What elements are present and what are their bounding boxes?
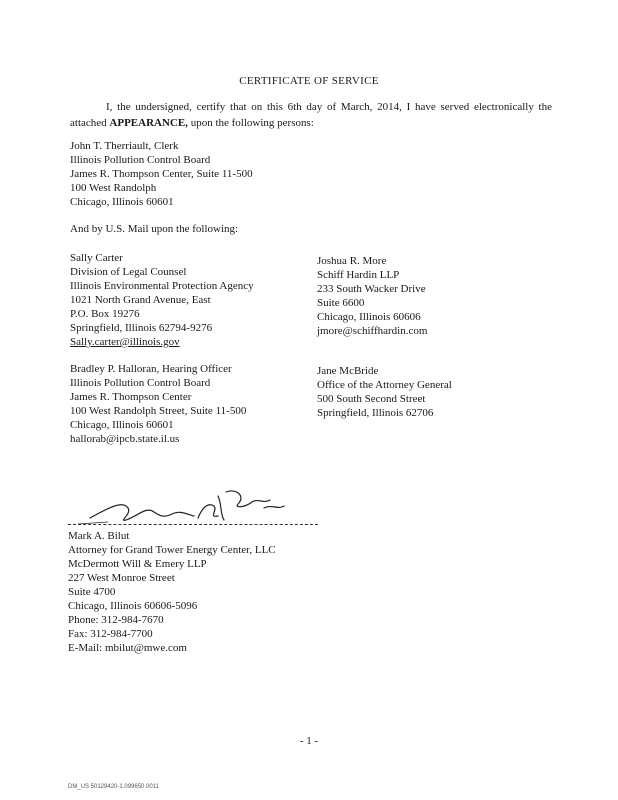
recipient-email[interactable]: hallorab@ipcb.state.il.us xyxy=(70,433,180,445)
page-number: - 1 - xyxy=(299,735,319,747)
intro-text-end: upon the following persons: xyxy=(187,117,314,129)
signer-phone: Phone: 312-984-7670 xyxy=(68,614,164,626)
signer-firm: McDermott Will & Emery LLP xyxy=(68,558,207,570)
signer-block xyxy=(68,529,276,655)
signer-address-line: Suite 4700 xyxy=(68,586,116,598)
recipient-address-line: Springfield, Illinois 62794-9276 xyxy=(70,322,213,334)
signature-line xyxy=(68,524,318,525)
recipient-block-mcbride xyxy=(317,364,452,420)
clerk-address-block xyxy=(70,139,253,209)
signer-name: Mark A. Bilut xyxy=(68,530,130,542)
intro-paragraph xyxy=(70,99,552,131)
recipient-name: Sally Carter xyxy=(70,252,123,264)
recipient-address-line: 233 South Wacker Drive xyxy=(317,283,426,295)
clerk-address-line: 100 West Randolph xyxy=(70,182,157,194)
document-title: CERTIFICATE OF SERVICE xyxy=(239,75,379,87)
recipient-address-line: P.O. Box 19276 xyxy=(70,308,140,320)
recipient-address-line: Chicago, Illinois 60601 xyxy=(70,419,174,431)
recipient-agency: Illinois Environmental Protection Agency xyxy=(70,280,254,292)
clerk-address-line: Chicago, Illinois 60601 xyxy=(70,196,174,208)
mail-intro: And by U.S. Mail upon the following: xyxy=(70,223,239,235)
recipient-division: Division of Legal Counsel xyxy=(70,266,187,278)
recipient-block-more xyxy=(317,254,427,338)
recipient-firm: Schiff Hardin LLP xyxy=(317,269,400,281)
footer-doc-code: DM_US 50129420-1.099650.0011 xyxy=(68,784,159,790)
recipient-name: Jane McBride xyxy=(317,365,379,377)
signer-address-line: 227 West Monroe Street xyxy=(68,572,175,584)
intro-bold-document-name: APPEARANCE, xyxy=(109,117,188,129)
recipient-org: Illinois Pollution Control Board xyxy=(70,377,211,389)
signer-role: Attorney for Grand Tower Energy Center, LLC xyxy=(68,544,276,556)
clerk-org: Illinois Pollution Control Board xyxy=(70,154,211,166)
recipient-address-line: Chicago, Illinois 60606 xyxy=(317,311,421,323)
recipient-address-line: Springfield, Illinois 62706 xyxy=(317,407,434,419)
recipient-address-line: 1021 North Grand Avenue, East xyxy=(70,294,211,306)
clerk-address-line: James R. Thompson Center, Suite 11-500 xyxy=(70,168,253,180)
recipient-address-line: James R. Thompson Center xyxy=(70,391,192,403)
recipient-address-line: 100 West Randolph Street, Suite 11-500 xyxy=(70,405,247,417)
recipient-address-line: 500 South Second Street xyxy=(317,393,426,405)
recipient-office: Office of the Attorney General xyxy=(317,379,452,391)
signer-email[interactable]: E-Mail: mbilut@mwe.com xyxy=(68,642,187,654)
intro-text-start: I, the undersigned, certify that on this 6th day of March, 2014, I have served electronically the attached xyxy=(70,101,552,129)
signer-fax: Fax: 312-984-7700 xyxy=(68,628,153,640)
clerk-name: John T. Therriault, Clerk xyxy=(70,140,179,152)
recipient-block-carter xyxy=(70,251,254,349)
recipient-name: Bradley P. Halloran, Hearing Officer xyxy=(70,363,232,375)
signer-address-line: Chicago, Illinois 60606-5096 xyxy=(68,600,198,612)
recipient-email[interactable]: Sally.carter@illinois.gov xyxy=(70,336,180,348)
recipient-email[interactable]: jmore@schiffhardin.com xyxy=(317,325,428,337)
recipient-address-line: Suite 6600 xyxy=(317,297,365,309)
handwritten-signature xyxy=(68,478,328,530)
recipient-name: Joshua R. More xyxy=(317,255,387,267)
recipient-block-halloran xyxy=(70,362,246,446)
